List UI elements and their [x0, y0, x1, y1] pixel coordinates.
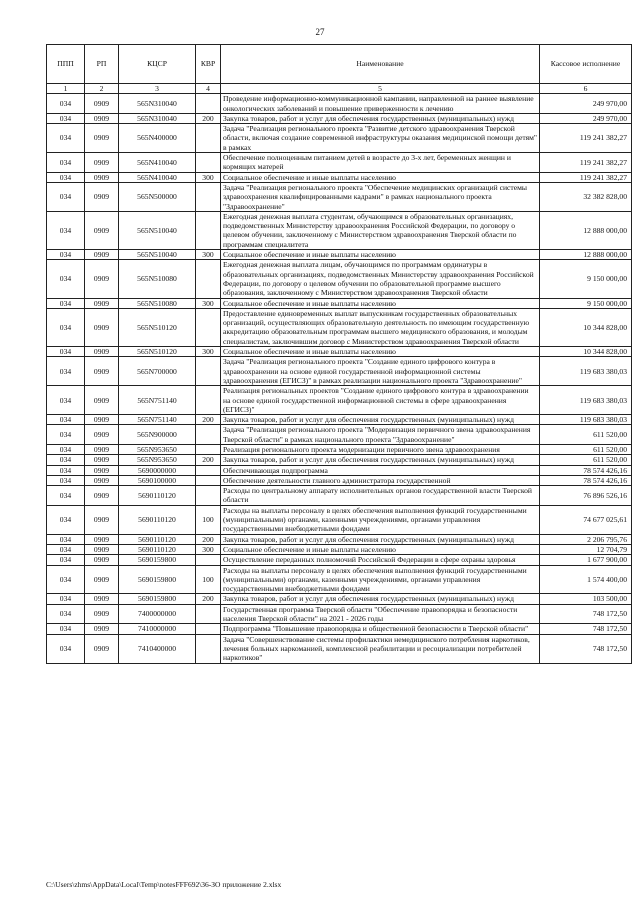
cell-kcsr: 565N510080	[119, 260, 196, 298]
table-row	[47, 415, 632, 425]
cell-kcsr: 5690110120	[119, 544, 196, 554]
cell-kcsr: 565N410040	[119, 172, 196, 182]
header-row	[47, 45, 632, 84]
cell-ppp: 034	[47, 94, 85, 114]
cell-name: Социальное обеспечение и иные выплаты населению	[221, 347, 540, 357]
column-number: 1	[47, 84, 85, 94]
cell-name: Расходы на выплаты персоналу в целях обеспечения выполнения функций государственными (муниципальными) органами, казенными учреждениями, органами управления государственными внебюджетными фондами	[221, 565, 540, 594]
cell-rp: 0909	[85, 386, 119, 415]
cell-kcsr: 565N700000	[119, 357, 196, 386]
table-row	[47, 357, 632, 386]
cell-ppp: 034	[47, 604, 85, 624]
cell-kvr: 300	[196, 347, 221, 357]
cell-amount: 748 172,50	[540, 604, 632, 624]
cell-amount: 119 683 380,03	[540, 386, 632, 415]
cell-name: Подпрограмма "Повышение правопорядка и общественной безопасности в Тверской области"	[221, 624, 540, 634]
cell-ppp: 034	[47, 415, 85, 425]
cell-kcsr: 5690159800	[119, 565, 196, 594]
column-number-row	[47, 84, 632, 94]
cell-rp: 0909	[85, 250, 119, 260]
table-row	[47, 534, 632, 544]
cell-kvr: 100	[196, 505, 221, 534]
cell-ppp: 034	[47, 260, 85, 298]
cell-amount: 32 382 828,00	[540, 182, 632, 211]
cell-kvr	[196, 634, 221, 663]
cell-amount: 119 683 380,03	[540, 415, 632, 425]
cell-ppp: 034	[47, 594, 85, 604]
cell-amount: 119 241 382,27	[540, 153, 632, 173]
cell-rp: 0909	[85, 182, 119, 211]
cell-ppp: 034	[47, 211, 85, 249]
cell-kcsr: 7410000000	[119, 624, 196, 634]
cell-amount: 1 677 900,00	[540, 555, 632, 565]
column-number: 4	[196, 84, 221, 94]
cell-name: Закупка товаров, работ и услуг для обеспечения государственных (муниципальных) нужд	[221, 415, 540, 425]
table-row	[47, 555, 632, 565]
cell-kcsr: 5690100000	[119, 475, 196, 485]
cell-ppp: 034	[47, 357, 85, 386]
cell-name: Социальное обеспечение и иные выплаты населению	[221, 298, 540, 308]
cell-amount: 748 172,50	[540, 624, 632, 634]
cell-name: Закупка товаров, работ и услуг для обеспечения государственных (муниципальных) нужд	[221, 113, 540, 123]
cell-kvr: 300	[196, 544, 221, 554]
table-row	[47, 624, 632, 634]
cell-rp: 0909	[85, 124, 119, 153]
cell-rp: 0909	[85, 544, 119, 554]
cell-kcsr: 565N510120	[119, 308, 196, 346]
cell-ppp: 034	[47, 425, 85, 445]
cell-rp: 0909	[85, 308, 119, 346]
cell-amount: 611 520,00	[540, 444, 632, 454]
cell-rp: 0909	[85, 475, 119, 485]
table-row	[47, 565, 632, 594]
cell-amount: 611 520,00	[540, 455, 632, 465]
cell-kvr	[196, 425, 221, 445]
table-row	[47, 634, 632, 663]
header-amount: Кассовое исполнение	[540, 45, 632, 84]
header-ppp: ППП	[47, 45, 85, 84]
cell-name: Задача "Реализация регионального проекта "Создание единого цифрового контура в здравоохранении на основе единой государственной информационной системы здравоохранения (ЕГИСЗ)" в рамках реализации национального проекта "Здравоохранение"	[221, 357, 540, 386]
cell-amount: 249 970,00	[540, 113, 632, 123]
cell-ppp: 034	[47, 250, 85, 260]
cell-rp: 0909	[85, 113, 119, 123]
cell-name: Закупка товаров, работ и услуг для обеспечения государственных (муниципальных) нужд	[221, 534, 540, 544]
cell-name: Расходы по центральному аппарату исполнительных органов государственной власти Тверской области	[221, 486, 540, 506]
cell-amount: 119 683 380,03	[540, 357, 632, 386]
cell-ppp: 034	[47, 347, 85, 357]
table-row	[47, 386, 632, 415]
cell-amount: 611 520,00	[540, 425, 632, 445]
cell-kvr	[196, 308, 221, 346]
cell-name: Закупка товаров, работ и услуг для обеспечения государственных (муниципальных) нужд	[221, 594, 540, 604]
cell-rp: 0909	[85, 505, 119, 534]
cell-kvr	[196, 604, 221, 624]
cell-rp: 0909	[85, 594, 119, 604]
budget-table	[46, 44, 632, 664]
cell-ppp: 034	[47, 455, 85, 465]
cell-kvr: 200	[196, 534, 221, 544]
cell-kvr: 300	[196, 298, 221, 308]
cell-amount: 76 896 526,16	[540, 486, 632, 506]
cell-ppp: 034	[47, 444, 85, 454]
cell-ppp: 034	[47, 124, 85, 153]
cell-rp: 0909	[85, 94, 119, 114]
table-body	[47, 94, 632, 663]
cell-kvr: 200	[196, 594, 221, 604]
cell-ppp: 034	[47, 505, 85, 534]
cell-ppp: 034	[47, 475, 85, 485]
cell-rp: 0909	[85, 604, 119, 624]
cell-name: Осуществление переданных полномочий Российской Федерации в сфере охраны здоровья	[221, 555, 540, 565]
cell-kvr	[196, 211, 221, 249]
cell-amount: 119 241 382,27	[540, 172, 632, 182]
table-row	[47, 486, 632, 506]
table-row	[47, 260, 632, 298]
cell-amount: 2 206 795,76	[540, 534, 632, 544]
cell-ppp: 034	[47, 298, 85, 308]
cell-kcsr: 565N751140	[119, 415, 196, 425]
cell-name: Задача "Реализация регионального проекта "Обеспечение медицинских организаций системы здравоохранения квалифицированными кадрами" в рамках национального проекта "Здравоохранение"	[221, 182, 540, 211]
cell-rp: 0909	[85, 465, 119, 475]
table-row	[47, 250, 632, 260]
cell-amount: 9 150 000,00	[540, 298, 632, 308]
cell-kvr: 100	[196, 565, 221, 594]
cell-rp: 0909	[85, 486, 119, 506]
cell-name: Задача "Реализация регионального проекта "Развитие детского здравоохранения Тверской области, включая создание современной инфраструктуры оказания медицинской помощи детям" в рамках	[221, 124, 540, 153]
cell-kcsr: 565N400000	[119, 124, 196, 153]
cell-amount: 78 574 426,16	[540, 465, 632, 475]
cell-ppp: 034	[47, 113, 85, 123]
cell-rp: 0909	[85, 565, 119, 594]
cell-rp: 0909	[85, 298, 119, 308]
cell-kvr	[196, 94, 221, 114]
cell-kcsr: 565N510120	[119, 347, 196, 357]
table-row	[47, 444, 632, 454]
column-number: 3	[119, 84, 196, 94]
header-kcsr: КЦСР	[119, 45, 196, 84]
cell-ppp: 034	[47, 172, 85, 182]
table-row	[47, 544, 632, 554]
cell-rp: 0909	[85, 260, 119, 298]
cell-name: Реализация регионального проекта модернизации первичного звена здравоохранения	[221, 444, 540, 454]
cell-rp: 0909	[85, 634, 119, 663]
cell-ppp: 034	[47, 534, 85, 544]
cell-kvr	[196, 386, 221, 415]
cell-kvr: 300	[196, 250, 221, 260]
cell-kvr: 300	[196, 172, 221, 182]
cell-kcsr: 565N310040	[119, 113, 196, 123]
cell-name: Реализация региональных проектов "Создание единого цифрового контура в здравоохранении на основе единой государственной информационной системы в сфере здравоохранения (ЕГИСЗ)"	[221, 386, 540, 415]
cell-name: Обеспечивающая подпрограмма	[221, 465, 540, 475]
cell-rp: 0909	[85, 444, 119, 454]
cell-amount: 9 150 000,00	[540, 260, 632, 298]
cell-amount: 12 888 000,00	[540, 250, 632, 260]
cell-name: Ежегодная денежная выплата лицам, обучающимся по программам ординатуры в образовательных организациях, подведомственных Министерству здравоохранения Российской Федерации, по договору о целевом обучении по образовательной программе высшего образования, заключенному с Министерством здравоохранения Тверской области	[221, 260, 540, 298]
cell-kcsr: 5690159800	[119, 555, 196, 565]
header-name: Наименование	[221, 45, 540, 84]
cell-amount: 119 241 382,27	[540, 124, 632, 153]
cell-rp: 0909	[85, 555, 119, 565]
cell-amount: 12 704,79	[540, 544, 632, 554]
cell-ppp: 034	[47, 386, 85, 415]
cell-kcsr: 565N510080	[119, 298, 196, 308]
cell-name: Обеспечение деятельности главного администратора государственной	[221, 475, 540, 485]
cell-rp: 0909	[85, 415, 119, 425]
table-row	[47, 475, 632, 485]
cell-amount: 78 574 426,16	[540, 475, 632, 485]
table-row	[47, 113, 632, 123]
cell-kcsr: 5690000000	[119, 465, 196, 475]
cell-name: Закупка товаров, работ и услуг для обеспечения государственных (муниципальных) нужд	[221, 455, 540, 465]
cell-rp: 0909	[85, 357, 119, 386]
cell-rp: 0909	[85, 347, 119, 357]
cell-amount: 249 970,00	[540, 94, 632, 114]
cell-amount: 10 344 828,00	[540, 308, 632, 346]
cell-kvr	[196, 153, 221, 173]
table-row	[47, 604, 632, 624]
header-rp: РП	[85, 45, 119, 84]
cell-amount: 748 172,50	[540, 634, 632, 663]
table-row	[47, 211, 632, 249]
cell-ppp: 034	[47, 555, 85, 565]
cell-ppp: 034	[47, 544, 85, 554]
footer-file-path: C:\Users\zhms\AppData\Local\Temp\notesFFF692\36-ЗО приложение 2.xlsx	[46, 880, 282, 889]
cell-name: Проведение информационно-коммуникационной кампании, направленной на раннее выявление онкологических заболеваний и повышение приверженности к лечению	[221, 94, 540, 114]
cell-kcsr: 565N953650	[119, 444, 196, 454]
cell-kvr: 200	[196, 415, 221, 425]
column-number: 5	[221, 84, 540, 94]
table-row	[47, 594, 632, 604]
cell-name: Социальное обеспечение и иные выплаты населению	[221, 250, 540, 260]
header-kvr: КВР	[196, 45, 221, 84]
cell-kcsr: 5690110120	[119, 486, 196, 506]
cell-kcsr: 565N751140	[119, 386, 196, 415]
table-row	[47, 94, 632, 114]
cell-amount: 103 500,00	[540, 594, 632, 604]
column-number: 6	[540, 84, 632, 94]
cell-ppp: 034	[47, 465, 85, 475]
cell-kcsr: 7410400000	[119, 634, 196, 663]
cell-amount: 74 677 025,61	[540, 505, 632, 534]
cell-kvr: 200	[196, 113, 221, 123]
cell-kcsr: 5690110120	[119, 505, 196, 534]
table-row	[47, 505, 632, 534]
cell-rp: 0909	[85, 455, 119, 465]
cell-name: Задача "Совершенствование системы профилактики немедицинского потребления наркотиков, лечения больных наркоманией, комплексной реабилитации и ресоциализации потребителей наркотиков"	[221, 634, 540, 663]
cell-kcsr: 565N310040	[119, 94, 196, 114]
cell-rp: 0909	[85, 172, 119, 182]
cell-rp: 0909	[85, 624, 119, 634]
table-row	[47, 425, 632, 445]
cell-name: Предоставление единовременных выплат выпускникам государственных образовательных организаций, осуществляющих образовательную деятельность по имеющим государственную аккредитацию образовательным программам высшего медицинского образования, и молодым специалистам, заключившим договор с Министерством здравоохранения Тверской области	[221, 308, 540, 346]
table-row	[47, 172, 632, 182]
cell-rp: 0909	[85, 153, 119, 173]
cell-kvr	[196, 260, 221, 298]
cell-kvr	[196, 465, 221, 475]
cell-name: Обеспечение полноценным питанием детей в возрасте до 3-х лет, беременных женщин и кормящих матерей	[221, 153, 540, 173]
cell-rp: 0909	[85, 211, 119, 249]
cell-kvr	[196, 444, 221, 454]
table-row	[47, 124, 632, 153]
cell-name: Расходы на выплаты персоналу в целях обеспечения выполнения функций государственными (муниципальными) органами, казенными учреждениями, органами управления государственными внебюджетными фондами	[221, 505, 540, 534]
table-row	[47, 465, 632, 475]
cell-amount: 10 344 828,00	[540, 347, 632, 357]
cell-kcsr: 5690110120	[119, 534, 196, 544]
table-row	[47, 347, 632, 357]
cell-kcsr: 565N410040	[119, 153, 196, 173]
cell-name: Задача "Реализация регионального проекта "Модернизация первичного звена здравоохранения Тверской области" в рамках национального проекта "Здравоохранение"	[221, 425, 540, 445]
cell-kcsr: 565N500000	[119, 182, 196, 211]
cell-ppp: 034	[47, 634, 85, 663]
cell-ppp: 034	[47, 308, 85, 346]
cell-kcsr: 565N900000	[119, 425, 196, 445]
cell-kcsr: 7400000000	[119, 604, 196, 624]
cell-kvr	[196, 486, 221, 506]
cell-kcsr: 565N953650	[119, 455, 196, 465]
page-number: 27	[315, 27, 325, 37]
cell-rp: 0909	[85, 425, 119, 445]
cell-kvr: 200	[196, 455, 221, 465]
cell-kcsr: 565N510040	[119, 211, 196, 249]
table-row	[47, 153, 632, 173]
cell-kvr	[196, 357, 221, 386]
cell-ppp: 034	[47, 624, 85, 634]
cell-name: Социальное обеспечение и иные выплаты населению	[221, 544, 540, 554]
cell-name: Ежегодная денежная выплата студентам, обучающимся в образовательных организациях, подведомственных Министерству здравоохранения Российской Федерации, по договору о целевом обучении, заключенному с Министерством здравоохранения Тверской области по программам специалитета	[221, 211, 540, 249]
cell-name: Социальное обеспечение и иные выплаты населению	[221, 172, 540, 182]
cell-rp: 0909	[85, 534, 119, 544]
cell-ppp: 034	[47, 565, 85, 594]
cell-ppp: 034	[47, 182, 85, 211]
cell-kvr	[196, 475, 221, 485]
cell-kvr	[196, 555, 221, 565]
cell-amount: 1 574 400,00	[540, 565, 632, 594]
cell-kvr	[196, 182, 221, 211]
cell-name: Государственная программа Тверской области "Обеспечение правопорядка и безопасности населения Тверской области" на 2021 - 2026 годы	[221, 604, 540, 624]
cell-kvr	[196, 624, 221, 634]
cell-kcsr: 5690159800	[119, 594, 196, 604]
table-row	[47, 298, 632, 308]
table-row	[47, 182, 632, 211]
table-row	[47, 455, 632, 465]
cell-kvr	[196, 124, 221, 153]
cell-kcsr: 565N510040	[119, 250, 196, 260]
cell-ppp: 034	[47, 153, 85, 173]
column-number: 2	[85, 84, 119, 94]
table-row	[47, 308, 632, 346]
cell-amount: 12 888 000,00	[540, 211, 632, 249]
cell-ppp: 034	[47, 486, 85, 506]
